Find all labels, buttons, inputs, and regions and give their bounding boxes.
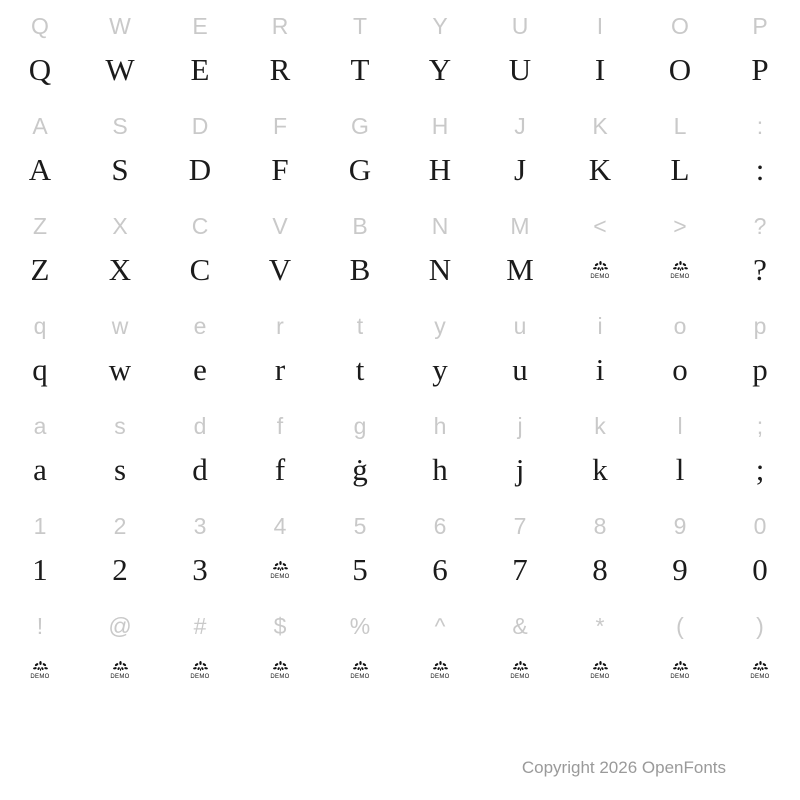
- key-label: i: [597, 313, 603, 339]
- glyph-sample: 0: [752, 552, 768, 587]
- key-label: J: [514, 113, 526, 139]
- key-label: 8: [593, 513, 607, 539]
- character-cell: [160, 204, 240, 304]
- character-cell: [80, 204, 160, 304]
- character-cell: [400, 504, 480, 604]
- key-label: N: [431, 213, 449, 239]
- character-cell: [560, 504, 640, 604]
- demo-watermark-label: DEMO: [110, 673, 130, 680]
- glyph-sample: G: [348, 152, 372, 187]
- key-label: T: [352, 13, 368, 39]
- leaf-ornament-icon: [160, 642, 240, 698]
- key-label: :: [756, 113, 764, 139]
- glyph-sample: U: [508, 52, 532, 87]
- key-label: f: [276, 413, 284, 439]
- character-cell: [240, 4, 320, 104]
- character-cell: [240, 304, 320, 404]
- key-label: %: [349, 613, 371, 639]
- character-cell: [400, 104, 480, 204]
- character-cell: [320, 404, 400, 504]
- key-label: 2: [113, 513, 127, 539]
- demo-watermark-label: DEMO: [270, 673, 290, 680]
- key-label: G: [351, 113, 369, 139]
- key-label: O: [671, 13, 689, 39]
- key-label: 3: [193, 513, 207, 539]
- glyph-sample: f: [274, 452, 286, 487]
- demo-watermark-label: DEMO: [190, 673, 210, 680]
- demo-watermark-label: DEMO: [270, 573, 290, 580]
- leaf-ornament-icon: [640, 642, 720, 698]
- key-label: o: [673, 313, 687, 339]
- leaf-ornament-icon: [0, 642, 80, 698]
- glyph-sample: H: [428, 152, 452, 187]
- key-label: I: [596, 13, 604, 39]
- key-label: r: [276, 313, 284, 339]
- key-label: L: [673, 113, 687, 139]
- key-label: j: [517, 413, 523, 439]
- key-label: u: [513, 313, 527, 339]
- glyph-sample: S: [111, 152, 129, 187]
- character-cell: [80, 504, 160, 604]
- key-label: Q: [31, 13, 49, 39]
- glyph-sample: k: [592, 452, 608, 487]
- leaf-ornament-icon: [560, 642, 640, 698]
- demo-watermark-label: DEMO: [350, 673, 370, 680]
- key-label: w: [111, 313, 129, 339]
- key-label: 9: [673, 513, 687, 539]
- character-cell: [400, 604, 480, 704]
- copyright-notice: Copyright 2026 OpenFonts: [521, 758, 726, 777]
- character-cell: [320, 504, 400, 604]
- key-label: ;: [756, 413, 764, 439]
- character-cell: [720, 4, 800, 104]
- character-cell: [640, 104, 720, 204]
- character-cell: [720, 404, 800, 504]
- character-cell: [160, 304, 240, 404]
- key-label: 4: [273, 513, 287, 539]
- character-cell: [240, 204, 320, 304]
- character-cell: [640, 304, 720, 404]
- glyph-sample: F: [271, 152, 289, 187]
- glyph-sample: 8: [592, 552, 608, 587]
- key-label: 6: [433, 513, 447, 539]
- glyph-sample: ġ: [352, 452, 368, 487]
- key-label: ): [756, 613, 764, 639]
- character-cell: [240, 604, 320, 704]
- character-cell: [400, 404, 480, 504]
- leaf-ornament-icon: [400, 642, 480, 698]
- glyph-sample: q: [32, 352, 48, 387]
- key-label: p: [753, 313, 767, 339]
- glyph-sample: w: [108, 352, 132, 387]
- character-cell: [480, 604, 560, 704]
- key-label: Y: [432, 13, 448, 39]
- key-label: 0: [753, 513, 767, 539]
- glyph-sample: l: [675, 452, 685, 487]
- leaf-ornament-icon: [240, 542, 320, 598]
- key-label: D: [191, 113, 209, 139]
- glyph-sample: u: [512, 352, 528, 387]
- demo-watermark-label: DEMO: [670, 273, 690, 280]
- glyph-sample: 2: [112, 552, 128, 587]
- key-label: W: [109, 13, 131, 39]
- key-label: V: [272, 213, 288, 239]
- key-label: >: [673, 213, 687, 239]
- character-cell: [400, 204, 480, 304]
- key-label: q: [33, 313, 47, 339]
- glyph-sample: K: [588, 152, 612, 187]
- key-label: X: [112, 213, 128, 239]
- key-label: (: [676, 613, 684, 639]
- character-cell: [560, 304, 640, 404]
- glyph-sample: i: [595, 352, 605, 387]
- character-cell: [80, 604, 160, 704]
- leaf-ornament-icon: [320, 642, 400, 698]
- key-label: ?: [753, 213, 767, 239]
- key-label: H: [431, 113, 449, 139]
- character-cell: [560, 4, 640, 104]
- key-label: !: [36, 613, 44, 639]
- glyph-sample: s: [113, 452, 127, 487]
- glyph-sample: I: [594, 52, 606, 87]
- glyph-sample: Y: [428, 52, 452, 87]
- glyph-sample: X: [108, 252, 132, 287]
- leaf-ornament-icon: [560, 242, 640, 298]
- character-cell: [0, 104, 80, 204]
- glyph-sample: p: [752, 352, 768, 387]
- character-cell: [560, 204, 640, 304]
- demo-watermark-label: DEMO: [590, 273, 610, 280]
- character-cell: [0, 304, 80, 404]
- key-label: k: [594, 413, 606, 439]
- character-cell: [240, 404, 320, 504]
- character-cell: [320, 4, 400, 104]
- key-label: B: [352, 213, 368, 239]
- character-cell: [640, 604, 720, 704]
- key-label: P: [752, 13, 768, 39]
- character-cell: [0, 4, 80, 104]
- glyph-sample: t: [355, 352, 365, 387]
- leaf-ornament-icon: [80, 642, 160, 698]
- key-label: A: [32, 113, 48, 139]
- glyph-sample: r: [274, 352, 286, 387]
- glyph-sample: j: [515, 452, 525, 487]
- character-cell: [400, 304, 480, 404]
- character-cell: [480, 104, 560, 204]
- glyph-sample: 9: [672, 552, 688, 587]
- glyph-sample: P: [751, 52, 769, 87]
- character-cell: [160, 404, 240, 504]
- glyph-sample: L: [670, 152, 690, 187]
- glyph-sample: 5: [352, 552, 368, 587]
- glyph-sample: B: [349, 252, 371, 287]
- key-label: M: [510, 213, 530, 239]
- character-cell: [240, 104, 320, 204]
- key-label: l: [677, 413, 683, 439]
- character-cell: [0, 604, 80, 704]
- character-cell: [720, 604, 800, 704]
- key-label: h: [433, 413, 447, 439]
- key-label: K: [592, 113, 608, 139]
- character-cell: [160, 104, 240, 204]
- glyph-sample: D: [188, 152, 212, 187]
- key-label: g: [353, 413, 367, 439]
- glyph-sample: E: [190, 52, 210, 87]
- key-label: y: [434, 313, 446, 339]
- character-cell: [80, 304, 160, 404]
- key-label: F: [272, 113, 288, 139]
- glyph-sample: o: [672, 352, 688, 387]
- leaf-ornament-icon: [240, 642, 320, 698]
- leaf-ornament-icon: [480, 642, 560, 698]
- glyph-sample: R: [269, 52, 291, 87]
- glyph-sample: C: [189, 252, 211, 287]
- glyph-sample: :: [755, 152, 765, 187]
- key-label: R: [271, 13, 289, 39]
- glyph-sample: 7: [512, 552, 528, 587]
- character-cell: [240, 504, 320, 604]
- character-cell: [160, 4, 240, 104]
- leaf-ornament-icon: [640, 242, 720, 298]
- character-cell: [560, 404, 640, 504]
- glyph-sample: 6: [432, 552, 448, 587]
- character-cell: [0, 204, 80, 304]
- key-label: &: [512, 613, 528, 639]
- key-label: a: [33, 413, 47, 439]
- character-cell: [320, 204, 400, 304]
- character-cell: [80, 104, 160, 204]
- character-cell: [640, 504, 720, 604]
- key-label: t: [356, 313, 364, 339]
- demo-watermark-label: DEMO: [430, 673, 450, 680]
- key-label: #: [193, 613, 207, 639]
- character-cell: [480, 404, 560, 504]
- character-cell: [160, 504, 240, 604]
- key-label: $: [273, 613, 287, 639]
- character-cell: [480, 204, 560, 304]
- character-cell: [720, 304, 800, 404]
- key-label: S: [112, 113, 128, 139]
- glyph-sample: N: [428, 252, 452, 287]
- glyph-sample: y: [432, 352, 448, 387]
- character-cell: [320, 104, 400, 204]
- character-cell: [640, 204, 720, 304]
- character-cell: [0, 404, 80, 504]
- glyph-sample: h: [432, 452, 448, 487]
- key-label: ^: [434, 613, 446, 639]
- demo-watermark-label: DEMO: [750, 673, 770, 680]
- glyph-sample: V: [268, 252, 292, 287]
- key-label: e: [193, 313, 207, 339]
- glyph-sample: W: [105, 52, 135, 87]
- key-label: 7: [513, 513, 527, 539]
- character-cell: [720, 204, 800, 304]
- character-cell: [560, 104, 640, 204]
- character-cell: [640, 4, 720, 104]
- key-label: Z: [32, 213, 48, 239]
- key-label: 5: [353, 513, 367, 539]
- character-cell: [560, 604, 640, 704]
- glyph-sample: e: [193, 352, 207, 387]
- character-cell: [80, 404, 160, 504]
- character-cell: [400, 4, 480, 104]
- key-label: E: [192, 13, 208, 39]
- glyph-sample: J: [513, 152, 527, 187]
- glyph-sample: T: [350, 52, 370, 87]
- demo-watermark-label: DEMO: [510, 673, 530, 680]
- glyph-sample: d: [192, 452, 208, 487]
- character-cell: [80, 4, 160, 104]
- glyph-sample: O: [668, 52, 692, 87]
- key-label: U: [511, 13, 529, 39]
- character-cell: [480, 4, 560, 104]
- character-cell: [0, 504, 80, 604]
- glyph-sample: a: [33, 452, 47, 487]
- glyph-sample: A: [28, 152, 52, 187]
- glyph-sample: 1: [32, 552, 48, 587]
- key-label: C: [191, 213, 209, 239]
- character-cell: [320, 604, 400, 704]
- character-cell: [480, 304, 560, 404]
- key-label: 1: [33, 513, 47, 539]
- key-label: @: [108, 613, 132, 639]
- key-label: *: [595, 613, 605, 639]
- glyph-sample: 3: [192, 552, 208, 587]
- key-label: <: [593, 213, 607, 239]
- demo-watermark-label: DEMO: [30, 673, 50, 680]
- key-label: d: [193, 413, 207, 439]
- glyph-sample: Q: [28, 52, 52, 87]
- character-cell: [160, 604, 240, 704]
- demo-watermark-label: DEMO: [590, 673, 610, 680]
- glyph-sample: Z: [30, 252, 50, 287]
- glyph-sample: ?: [753, 252, 767, 287]
- character-cell: [720, 104, 800, 204]
- character-cell: [720, 504, 800, 604]
- glyph-sample: ;: [755, 452, 765, 487]
- character-cell: [640, 404, 720, 504]
- glyph-sample: M: [506, 252, 534, 287]
- character-cell: [320, 304, 400, 404]
- key-label: s: [114, 413, 126, 439]
- character-cell: [480, 504, 560, 604]
- demo-watermark-label: DEMO: [670, 673, 690, 680]
- leaf-ornament-icon: [720, 642, 800, 698]
